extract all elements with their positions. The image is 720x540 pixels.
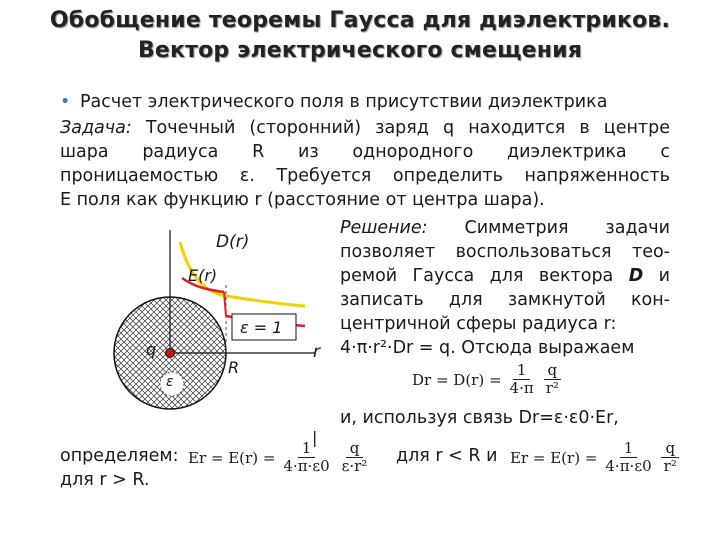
label-eps: ε — [166, 374, 174, 390]
case-inside-label: для r < R и — [396, 446, 498, 466]
label-R: R — [228, 358, 240, 377]
solution-line-4: записать для замкнутой кон- — [340, 290, 670, 310]
task-line-1-text: Точечный (сторонний) заряд q находится в центре — [131, 118, 670, 138]
task-line-1 — [60, 116, 670, 140]
solution-line-3a: ремой Гаусса для вектора — [340, 266, 629, 286]
solution-label: Решение: — [340, 218, 428, 238]
formula-E-outside — [510, 440, 681, 475]
frac-den: r² — [663, 457, 677, 475]
frac-num: 1 — [298, 440, 316, 458]
solution-line-2: позволяет воспользоваться тео- — [340, 242, 670, 262]
frac-num: 1 — [620, 440, 638, 458]
bullet-text: Расчет электрического поля в присутствии диэлектрика — [80, 92, 608, 112]
task-label: Задача: — [60, 118, 132, 138]
bullet-marker: • — [60, 92, 71, 112]
frac-den: 4·π·ε0 — [283, 457, 330, 475]
formula-E-inside — [188, 440, 371, 475]
formula-E-inside-lhs: Er = E(r) = — [188, 448, 276, 467]
formula-D-frac2 — [542, 362, 563, 397]
frac-den: ε·r² — [341, 457, 368, 475]
frac-den: 4·π — [509, 379, 534, 397]
label-r: r — [313, 342, 320, 362]
formula-E-inside-frac1 — [279, 440, 333, 475]
frac-num: 1 — [513, 362, 531, 380]
solution-line-6: 4·π·r²·Dr = q. Отсюда выражаем — [340, 338, 635, 358]
formula-E-outside-frac1 — [601, 440, 655, 475]
stray-mark: | — [312, 428, 318, 447]
solution-line-1-text: Симметрия задачи — [427, 218, 670, 238]
solution-line-3 — [340, 264, 670, 288]
frac-num: q — [544, 362, 562, 380]
page-subtitle: Вектор электрического смещения — [137, 38, 583, 63]
vector-D-symbol: D — [628, 266, 644, 286]
formula-D-frac1 — [506, 362, 538, 397]
charge-point — [166, 349, 175, 358]
frac-num: q — [661, 440, 679, 458]
formula-E-outside-lhs: Er = E(r) = — [510, 448, 598, 467]
page-title: Обобщение теоремы Гаусса для диэлектриков. — [49, 8, 671, 33]
define-label: определяем: — [60, 446, 179, 466]
frac-den: r² — [545, 379, 559, 397]
label-E: E(r) — [188, 266, 218, 285]
solution-line-7: и, используя связь Dr=ε·ε0·Er, — [340, 408, 619, 428]
solution-line-3b: и — [643, 266, 670, 286]
task-line-3: проницаемостью ε. Требуется определить напряженность — [60, 166, 670, 186]
case-outside-label: для r > R. — [60, 470, 150, 490]
label-eps1: ε = 1 — [240, 318, 283, 337]
label-D: D(r) — [216, 232, 250, 252]
formula-E-outside-frac2 — [660, 440, 681, 475]
frac-den: 4·π·ε0 — [605, 457, 652, 475]
formula-D — [412, 362, 563, 397]
task-line-2: шара радиуса R из однородного диэлектрика с — [60, 142, 670, 162]
frac-num: q — [346, 440, 364, 458]
formula-E-inside-frac2 — [338, 440, 372, 475]
solution-line-5: центричной сферы радиуса r: — [340, 314, 617, 334]
formula-D-lhs: Dr = D(r) = — [412, 370, 502, 389]
task-line-4: E поля как функцию r (расстояние от центра шара). — [60, 190, 545, 210]
solution-line-1 — [340, 216, 670, 240]
label-q: q — [146, 340, 157, 359]
